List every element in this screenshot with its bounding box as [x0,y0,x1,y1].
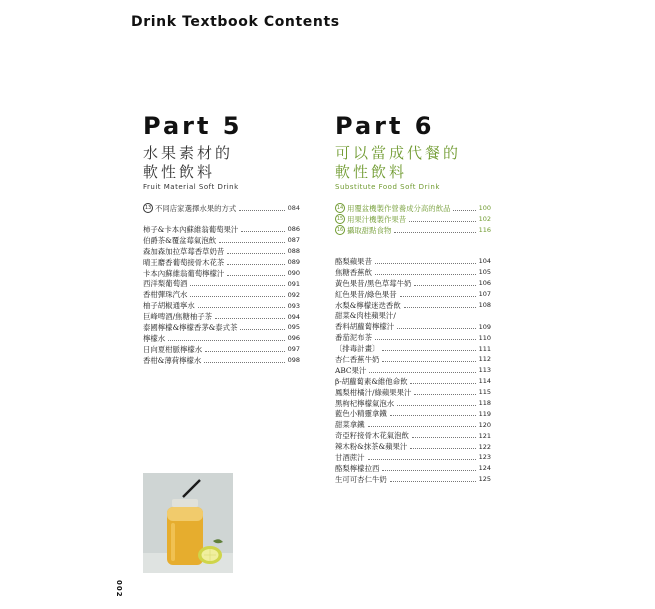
toc-row [143,300,300,311]
toc-page-number: 104 [478,257,491,266]
toc-entry-label: 攝取甜點食物 [347,225,392,235]
toc-row [335,310,491,321]
dot-leader [400,296,476,297]
toc-page-number: 092 [287,290,300,299]
toc-entry-label: 〔排毒計畫〕 [335,344,380,354]
toc-page-number: 118 [478,399,491,408]
toc-row [335,321,491,332]
toc-entry-label: 巨峰啤酒/焦糖柚子茶 [143,312,213,322]
toc-entry-label: 黃色果昔/黑色草莓牛奶 [335,278,412,288]
toc-page-number: 095 [287,323,300,332]
dot-leader [375,274,476,275]
topic-number-badge: 13 [144,205,152,212]
dot-leader [390,415,476,416]
toc-row [335,256,491,267]
dot-leader [375,263,476,264]
toc-page-number: 106 [478,279,491,288]
toc-page-number: 124 [478,464,491,473]
dot-leader [227,275,284,276]
toc-row [143,224,300,235]
toc-page-number: 097 [287,345,300,354]
toc-row [335,343,491,354]
dot-leader [219,242,284,243]
dot-leader [382,361,475,362]
part5-title: Part 5 [143,112,243,140]
dot-leader [414,285,475,286]
toc-page-number: 088 [287,247,300,256]
toc-page-number: 093 [287,301,300,310]
part5-english-title: Fruit Material Soft Drink [143,183,239,191]
toc-row [143,344,300,355]
toc-page-number: 105 [478,268,491,277]
toc-row [335,441,491,452]
part6-title: Part 6 [335,112,435,140]
dot-leader [198,307,285,308]
toc-entry-label: 香柑彈珠汽水 [143,290,188,300]
dot-leader [369,372,475,373]
topic-row [335,203,491,214]
dot-leader [404,307,476,308]
topic-number-badge: 16 [336,227,344,234]
toc-row [335,419,491,430]
topic-row [335,214,491,225]
toc-entry-label: 甜菜&肉桂蘋果汁/ [335,311,396,321]
toc-page-number: 114 [478,377,491,386]
toc-entry-label: 泰國檸檬&檸檬香茅&泰式茶 [143,322,238,332]
dot-leader [394,232,475,233]
toc-entry-label: 奇亞籽接骨木花氣泡飲 [335,431,409,441]
dot-leader [375,339,476,340]
toc-entry-label: 藍色小精靈拿鐵 [335,409,387,419]
part6-topic-list [335,203,491,236]
toc-row [335,474,491,485]
topic-number-badge: 14 [336,205,344,212]
toc-entry-label: 生可可杏仁牛奶 [335,474,387,484]
toc-page-number: 096 [287,334,300,343]
toc-row [335,332,491,343]
toc-entry-label: 鳳梨柑橘汁/綠蘋果果汁 [335,387,412,397]
toc-entry-label: 晴王麝香葡萄接骨木花茶 [143,257,225,267]
toc-entry-label: 辣木粉&抹茶&蘋果汁 [335,442,408,452]
toc-page-number: 119 [478,409,491,418]
drink-photo-illustration [143,473,233,573]
toc-row [335,267,491,278]
toc-entry-label: 伯爵茶&覆盆莓氣泡飲 [143,235,217,245]
dot-leader [382,470,475,471]
toc-row [143,322,300,333]
dot-leader [227,253,284,254]
toc-page-number: 100 [478,204,491,213]
dot-leader [414,394,475,395]
dot-leader [239,210,284,211]
dot-leader [410,383,475,384]
dot-leader [382,350,475,351]
toc-page-number: 086 [287,225,300,234]
toc-row [143,278,300,289]
toc-entry-label: 不同店家選擇水果的方式 [155,203,237,213]
dot-leader [368,459,476,460]
toc-row [143,333,300,344]
dot-leader [409,221,475,222]
toc-page-number: 110 [478,333,491,342]
toc-page-number: 087 [287,236,300,245]
toc-page-number: 084 [287,204,300,213]
part5-topic-list [143,203,300,214]
part6-english-title: Substitute Food Soft Drink [335,183,440,191]
toc-page-number: 122 [478,442,491,451]
toc-entry-label: 甜菜拿鐵 [335,420,365,430]
dot-leader [240,329,284,330]
toc-row [335,463,491,474]
toc-row [335,398,491,409]
toc-entry-label: 紅色果昔/綠色果昔 [335,289,397,299]
toc-page-number: 102 [478,215,491,224]
toc-page-number: 116 [478,226,491,235]
part5-recipe-list [143,224,300,366]
toc-entry-label: β-胡蘿蔔素&維他命飲 [335,376,408,386]
toc-row [335,300,491,311]
page-number: 002 [115,580,123,598]
page-header: Drink Textbook Contents [131,14,340,30]
toc-entry-label: 用果汁機製作果昔 [347,214,407,224]
toc-entry-label: 焦糖香蕉飲 [335,267,372,277]
toc-row [335,430,491,441]
toc-row [335,387,491,398]
toc-entry-label: 水梨&檸檬迷迭香飲 [335,300,401,310]
dot-leader [190,296,284,297]
toc-row [335,452,491,463]
toc-page-number: 113 [478,366,491,375]
toc-entry-label: 卡本內蘇維翁葡萄檸檬汁 [143,268,225,278]
toc-row [143,268,300,279]
toc-page-number: 111 [478,344,491,353]
toc-entry-label: 檸檬水 [143,333,166,343]
toc-row [335,408,491,419]
part5-subtitle-line2: 軟性飲料 [143,163,216,181]
toc-page-number: 115 [478,388,491,397]
toc-row [143,235,300,246]
toc-entry-label: 甘酒蔗汁 [335,452,365,462]
dot-leader [215,318,285,319]
part5-subtitle-line1: 水果素材的 [143,144,234,162]
toc-page-number: 112 [478,355,491,364]
toc-entry-label: 森加森加拉草莓香草奶昔 [143,246,225,256]
dot-leader [397,328,475,329]
dot-leader [368,426,476,427]
toc-entry-label: 酪梨檸檬拉西 [335,463,380,473]
toc-entry-label: ABC果汁 [335,365,367,375]
toc-page-number: 089 [287,258,300,267]
dot-leader [168,340,284,341]
toc-row [335,354,491,365]
topic-row [335,225,491,236]
toc-page-number: 123 [478,453,491,462]
topic-row [143,203,300,214]
toc-entry-label: 用覆盆機製作營養成分高的飲品 [347,203,451,213]
toc-page-number: 109 [478,322,491,331]
dot-leader [412,437,476,438]
part6-subtitle-line1: 可以當成代餐的 [335,144,462,162]
toc-row [143,355,300,366]
toc-page-number: 121 [478,431,491,440]
toc-entry-label: 杏仁香蕉牛奶 [335,354,380,364]
dot-leader [241,231,284,232]
dot-leader [397,405,475,406]
toc-row [143,311,300,322]
dot-leader [205,351,284,352]
part5-subtitle [143,144,233,182]
toc-entry-label: 日向夏柑脈檸檬水 [143,344,203,354]
toc-page-number: 094 [287,312,300,321]
part6-subtitle-line2: 軟性飲料 [335,163,408,181]
toc-entry-label: 柚子胡椒通寧水 [143,301,195,311]
toc-page-number: 120 [478,420,491,429]
part6-recipe-list [335,256,491,485]
toc-page-number: 090 [287,269,300,277]
toc-page-number: 098 [287,356,300,365]
toc-page-number: 108 [478,301,491,309]
dot-leader [453,210,475,211]
dot-leader [410,448,475,449]
toc-page-number: 125 [478,475,491,484]
toc-row [335,365,491,376]
dot-leader [204,362,284,363]
dot-leader [190,285,284,286]
dot-leader [227,264,284,265]
toc-row [143,289,300,300]
toc-row [335,289,491,300]
toc-entry-label: 柿子&卡本內蘇維翁葡萄果汁 [143,224,239,234]
toc-entry-label: 香料胡蘿蔔檸檬汁 [335,322,395,332]
drink-photo [143,473,233,573]
toc-row [335,376,491,387]
toc-entry-label: 黑枸杞檸檬氣泡水 [335,398,395,408]
toc-entry-label: 番茄泥布茶 [335,333,372,343]
topic-number-badge: 15 [336,216,344,223]
toc-row [335,278,491,289]
dot-leader [390,481,476,482]
toc-entry-label: 西洋梨葡萄酒 [143,279,188,289]
toc-entry-label: 香柑&薄荷檸檬水 [143,355,202,365]
toc-page-number: 107 [478,290,491,299]
toc-row [143,257,300,268]
toc-entry-label: 酪梨蘋果昔 [335,256,372,266]
toc-row [143,246,300,257]
part6-subtitle [335,144,461,182]
toc-page-number: 091 [287,279,300,288]
